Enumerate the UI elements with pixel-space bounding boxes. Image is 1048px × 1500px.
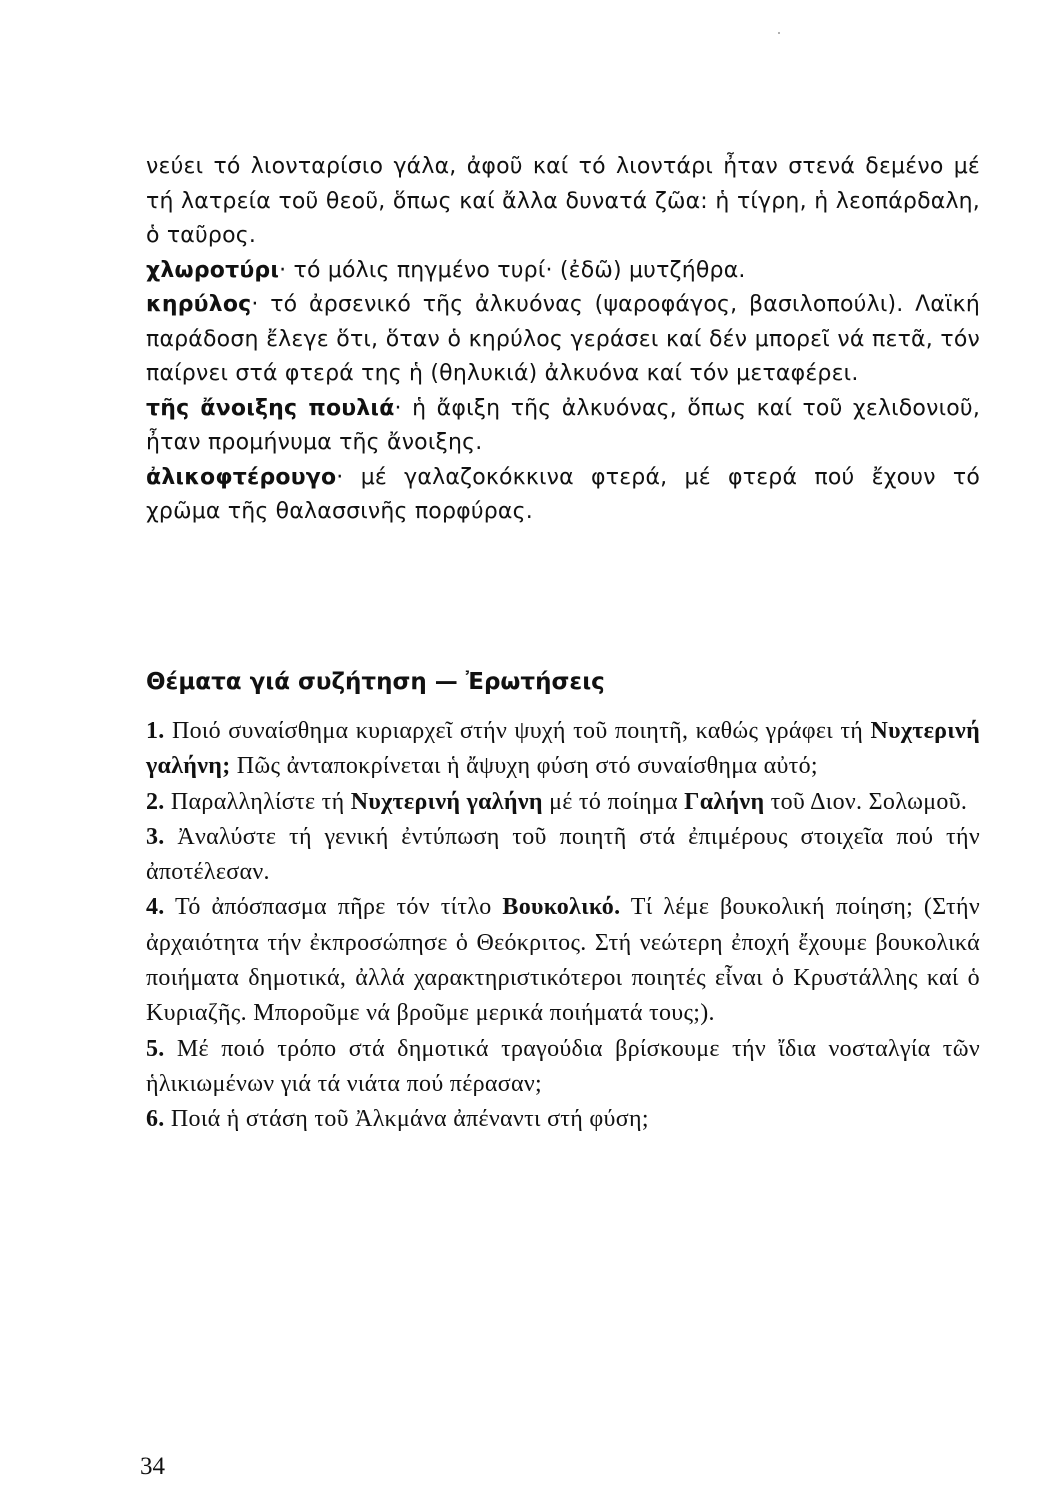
page-number: 34 (140, 1453, 165, 1480)
glossary-separator: · (336, 464, 361, 490)
glossary-note (146, 150, 980, 254)
question-item (146, 1032, 980, 1103)
question-number: 6. (146, 1106, 165, 1133)
glossary-term: ἀλικοφτέρουγο (146, 464, 337, 490)
glossary-note (146, 461, 980, 530)
glossary-term: τῆς ἄνοιξης πουλιά (146, 395, 395, 421)
question-number: 2. (146, 788, 165, 815)
glossary-separator: · (394, 395, 413, 421)
glossary-text: ἡ ἄφιξη τῆς ἀλκυόνας, ὅπως καί τοῦ χελιδονιοῦ, ἦταν προμήνυμα τῆς ἄνοιξης. (146, 395, 981, 455)
glossary-term: κηρύλος (146, 292, 252, 317)
glossary-notes (146, 150, 980, 530)
question-text: Ποιό συναίσθημα κυριαρχεῖ στήν ψυχή τοῦ ποιητῆ, καθώς γράφει τή (171, 718, 871, 744)
question-item (146, 1102, 980, 1137)
question-item (146, 714, 980, 785)
glossary-separator: · (251, 292, 271, 317)
question-number: 3. (146, 823, 165, 850)
glossary-text: τό μόλις πηγμένο τυρί· (ἐδῶ) μυτζήθρα. (293, 257, 746, 283)
question-number: 4. (146, 894, 165, 921)
question-text: Παραλληλίστε τή (170, 788, 351, 815)
question-item (146, 890, 980, 1031)
glossary-term: χλωροτύρι (146, 257, 280, 283)
question-text: Τί λέμε βουκολική ποίηση; (Στήν ἀρχαιότητα τήν ἐκπροσώπησε ὁ Θεόκριτος. Στή νεώτερη ἐποχή ἔχουμε βουκολικά ποιήματα δημοτικά, ἀλλά χαρακτηριστικότεροι ποιητές εἶναι ὁ Κρυστάλλης καί ὁ Κυριαζῆς. Μποροῦμε νά βροῦμε μερικά ποιήματά τους;). (146, 894, 980, 1027)
section-title: Θέματα γιά συζήτηση — Ἐρωτήσεις (146, 669, 605, 695)
question-title-ref: Γαλήνη (684, 788, 765, 815)
question-text: Τό ἀπόσπασμα πῆρε τόν τίτλο (175, 894, 503, 921)
question-title-ref: Νυχτερινή γαλήνη; (146, 718, 980, 780)
question-text: Ἀναλύστε τή γενική ἐντύπωση τοῦ ποιητῆ στά ἐπιμέρους στοιχεῖα πού τήν ἀποτέλεσαν. (146, 823, 981, 886)
glossary-text: νεύει τό λιονταρίσιο γάλα, ἀφοῦ καί τό λιοντάρι ἦταν στενά δεμένο μέ τή λατρεία τοῦ θεοῦ, ὅπως καί ἄλλα δυνατά ζῶα: ἡ τίγρη, ἡ λεοπάρδαλη, ὁ ταῦρος. (146, 154, 980, 248)
question-number: 1. (146, 718, 165, 744)
glossary-text: μέ γαλαζοκόκκινα φτερά, μέ φτερά πού ἔχουν τό χρῶμα τῆς θαλασσινῆς πορφύρας. (146, 464, 980, 524)
question-item (146, 785, 980, 820)
discussion-questions (146, 714, 980, 1138)
question-text: Ποιά ἡ στάση τοῦ Ἀλκμάνα ἀπέναντι στή φύση; (170, 1106, 649, 1133)
glossary-note (146, 288, 980, 392)
question-item (146, 820, 980, 891)
question-text: Μέ ποιό τρόπο στά δημοτικά τραγούδια βρίσκουμε τήν ἴδια νοσταλγία τῶν ἡλικιωμένων γιά τά νιάτα πού πέρασαν; (146, 1035, 980, 1097)
glossary-separator: · (279, 257, 294, 283)
glossary-note (146, 392, 980, 461)
question-title-ref: Βουκολικό. (502, 894, 621, 921)
print-speck (778, 32, 780, 34)
glossary-text: τό ἀρσενικό τῆς ἀλκυόνας (ψαροφάγος, βασιλοπούλι). Λαϊκή παράδοση ἔλεγε ὅτι, ὅταν ὁ κηρύλος γεράσει καί δέν μπορεῖ νά πετᾶ, τόν παίρνει στά φτερά της ἡ (θηλυκιά) ἀλκυόνα καί τόν μεταφέρει. (146, 292, 980, 386)
question-title-ref: Νυχτερινή γαλήνη (350, 788, 543, 815)
glossary-note (146, 254, 980, 289)
question-number: 5. (146, 1035, 165, 1062)
question-text: μέ τό ποίημα (542, 788, 685, 815)
question-text: τοῦ Διον. Σολωμοῦ. (764, 788, 968, 815)
question-text: Πῶς ἀνταποκρίνεται ἡ ἄψυχη φύση στό συναίσθημα αὐτό; (230, 753, 818, 780)
